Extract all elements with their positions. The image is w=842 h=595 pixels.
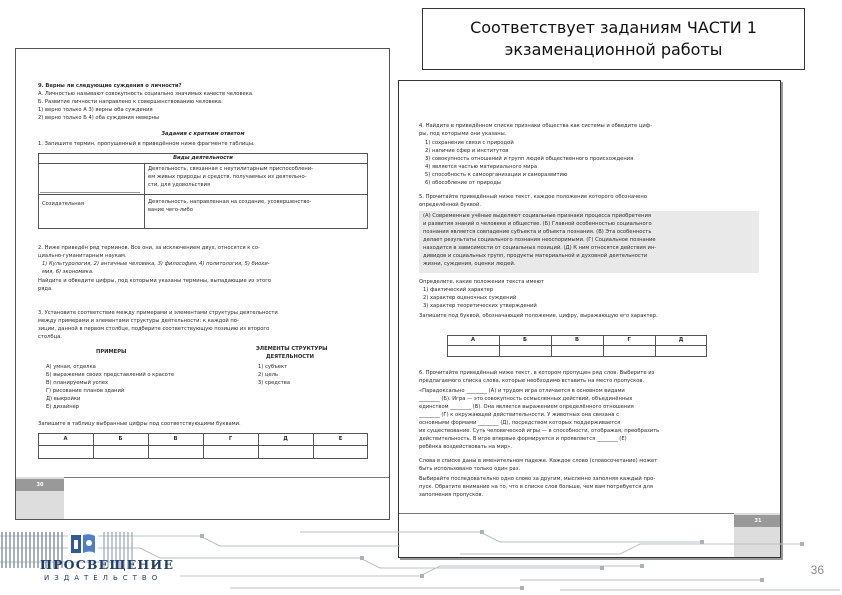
q2-line-6: ряда.: [38, 286, 53, 292]
q5-note: Запишите под буквой, обозначающей положение, цифру, выражающую его характер.: [419, 313, 658, 319]
example-e: Д) выкройки: [46, 396, 81, 402]
q4-option-4: 4) является частью материального мира: [425, 164, 538, 170]
q5-option-1: 1) фактический характер: [423, 287, 494, 293]
answer-letter-b: Б: [523, 337, 527, 343]
q6-text-1: «Парадоксально ________ (А) и трудом игра отличается в основном видами: [419, 388, 625, 394]
q6-text-6: их существование. Суть человеческой игры — в способности, отображая, преобразить: [419, 428, 660, 434]
q4-line-2: ры, под которыми они указаны.: [419, 131, 507, 137]
q6-words-1: Слова в списке даны в именительном падеже. Каждое слово (словосочетание) может: [419, 458, 658, 464]
page-footer-left: [16, 477, 390, 520]
element-2: 2) цель: [258, 372, 279, 378]
q6-text-3: единством ________ (В). Она является выражением определённого отношения: [419, 404, 634, 410]
answer-letter-a: А: [470, 337, 475, 343]
col-elements-header-2: ДЕЯТЕЛЬНОСТИ: [266, 354, 314, 360]
table-header: Виды деятельности: [173, 155, 233, 161]
q9-title: 9. Верны ли следующие суждения о личности?: [38, 83, 182, 89]
q6-words-3: Выбирайте последовательно одно слово за другим, мысленно заполняя каждый про-: [419, 476, 656, 482]
q2-line-4: мия, 6) экономика.: [42, 269, 94, 275]
q5-text-1: (А) Современные учёные выделяют социальные признаки процесса приобретения: [423, 213, 651, 219]
answer-letter-c: В: [575, 337, 579, 343]
q6-text-4: ________ (Г) к окружающей действительности. У животных она связана с: [419, 412, 619, 418]
row2-label: Созидательная: [42, 201, 84, 207]
missing-term-cell: [40, 165, 140, 193]
row2-text-2: вание чего-либо: [148, 207, 193, 213]
q3-line-2: между примерами и элементами структуры деятельности: к каждой по-: [38, 318, 239, 324]
q2-line-3: 1) Культурология, 2) античные человека, 3) философия, 4) политология, 5) биохи-: [42, 261, 270, 267]
publisher-logo-icon: [68, 532, 98, 556]
textbook-page-left: [15, 48, 390, 520]
example-f: Е) дизайнер: [46, 404, 80, 410]
q5-question: Определите, какие положения текста имеют: [419, 279, 544, 285]
q5-text-6: дивидов и социальных групп, продукты материальной и духовной деятельности: [423, 253, 648, 259]
publisher-subtitle: ИЗДАТЕЛЬСТВО: [44, 574, 163, 582]
q5-text-7: жизни, суждения, оценки людей.: [423, 261, 516, 267]
q4-option-2: 2) наличие сфер и институтов: [425, 148, 509, 154]
q1-title: 1. Запишите термин, пропущенный в приведённом ниже фрагменте таблицы.: [38, 141, 255, 147]
q9-options-2: 2) верно только Б 4) оба суждения неверны: [38, 115, 160, 121]
answer-letter-f: Е: [338, 436, 343, 442]
q3-line-3: зиции, данной в первом столбце, подберите соответствующую позицию из второго: [38, 326, 270, 332]
q4-option-5: 5) способность к самоорганизации и саморазвитию: [425, 172, 568, 178]
answer-letter-e: Д: [678, 337, 684, 343]
slide-title-line-1: Соответствует заданиям ЧАСТИ 1: [470, 18, 757, 37]
q5-option-3: 3) характер теоретических утверждений: [423, 303, 537, 309]
textbook-page-right: [398, 80, 781, 558]
slide-number: 36: [810, 563, 824, 577]
answer-letter-a: А: [63, 436, 68, 442]
col-examples-header: ПРИМЕРЫ: [96, 349, 127, 355]
row1-text-2: ем живых природы и средств, получаемых из деятельно-: [148, 174, 307, 180]
q2-line-5: Найдите и обведите цифры, под которыми указаны термины, выпадающие из этого: [38, 278, 272, 284]
q5-line-2: определённой буквой.: [419, 202, 481, 208]
section-title: Задания с кратким ответом: [161, 131, 245, 137]
q5-title: 5. Прочитайте приведённый ниже текст, каждое положение которого обозначено: [419, 194, 647, 200]
example-d: Г) рисование планов зданий: [46, 388, 125, 394]
answer-letter-d: Г: [627, 337, 631, 343]
q4-option-1: 1) сохранение связи с природой: [425, 140, 514, 146]
slide-title-box: [422, 8, 805, 70]
answer-letter-d: Г: [228, 436, 233, 442]
answer-letter-c: В: [173, 436, 178, 442]
q6-text-5: основными формами ________ (Д), посредством которых поддерживается: [419, 420, 621, 426]
element-1: 1) субъект: [258, 364, 288, 370]
element-3: 3) средства: [258, 380, 291, 386]
example-b: Б) выражение своих представлений о красоте: [46, 372, 175, 378]
q5-text-4: делает результаты социального познания неоспоримыми. (Г) Социальное познание: [423, 237, 656, 243]
row2-text-1: Деятельность, направленная на создание, усовершенство-: [148, 199, 312, 205]
example-a: А) умная, отделка: [46, 364, 96, 370]
q4-option-6: 6) обособление от природы: [425, 180, 501, 186]
q5-text-3: познания является совпадение субъекта и объекта познания. (В) Эта особенность: [423, 229, 652, 235]
q6-title: 6. Прочитайте приведённый ниже текст, в котором пропущен ряд слов. Выберите из: [419, 370, 655, 376]
answer-letter-b: Б: [118, 436, 123, 442]
q4-option-3: 3) совокупность отношений и групп людей общественного происхождения: [425, 156, 634, 162]
row1-text-3: сти, для удовольствия: [148, 182, 211, 188]
answer-letter-e: Д: [283, 436, 288, 442]
q5-option-2: 2) характер оценочных суждений: [423, 295, 517, 301]
q2-line-2: циально-гуманитарным наукам.: [38, 253, 127, 259]
q6-text-7: действительность. В игре впервые формируется и проявляется ________ (Е): [419, 436, 627, 442]
q6-words-2: быть использовано только один раз.: [419, 466, 521, 472]
page-number-right: 31: [734, 515, 781, 527]
q6-line-2: предлагаемого списка слова, которые необходимо вставить на место пропусков.: [419, 378, 645, 384]
q9-options-1: 1) верно только А 3) верны оба суждения: [38, 107, 153, 113]
row1-text-1: Деятельность, связанная с неутилитарным приспособлени-: [148, 166, 314, 172]
q6-words-4: пуск. Обратите внимание на то, что в списке слов больше, чем вам потребуется для: [419, 484, 653, 490]
q3-line-4: столбца.: [38, 334, 62, 340]
q2-title: 2. Ниже приведён ряд терминов. Все они, за исключением двух, относятся к со-: [38, 245, 260, 251]
q6-text-2: ________ (Б). Игра — это совокупность осмысленных действий, объединённых: [419, 396, 633, 402]
q6-text-8: ребёнка воздействовать на мир».: [419, 444, 513, 450]
answer-note: Запишите в таблицу выбранные цифры под соответствующими буквами.: [38, 421, 241, 427]
q5-text-2: и развития знаний о человеке и обществе. (Б) Главной особенностью социального: [423, 221, 652, 227]
page-number-left: 30: [16, 479, 64, 491]
col-elements-header-1: ЭЛЕМЕНТЫ СТРУКТУРЫ: [256, 346, 328, 352]
q6-words-5: заполнения пропусков.: [419, 492, 484, 498]
q9-statement-b: Б. Развитие личности направлено к совершенствованию человека.: [38, 99, 223, 105]
q9-statement-a: А. Личностью называют совокупность социально значимых качеств человека.: [38, 91, 254, 97]
publisher-name: ПРОСВЕЩЕНИЕ: [40, 557, 175, 572]
example-c: В) планируемый успех: [46, 380, 109, 386]
slide-title-line-2: экзаменационной работы: [504, 40, 723, 59]
q4-title: 4. Найдите в приведённом списке признаки общества как системы и обведите циф-: [419, 123, 653, 129]
q3-title: 3. Установите соответствие между примерами и элементами структуры деятельности: [38, 310, 278, 316]
q5-text-5: находится в зависимости от социальных позиций. (Д) К ним относятся действия ин-: [423, 245, 657, 251]
